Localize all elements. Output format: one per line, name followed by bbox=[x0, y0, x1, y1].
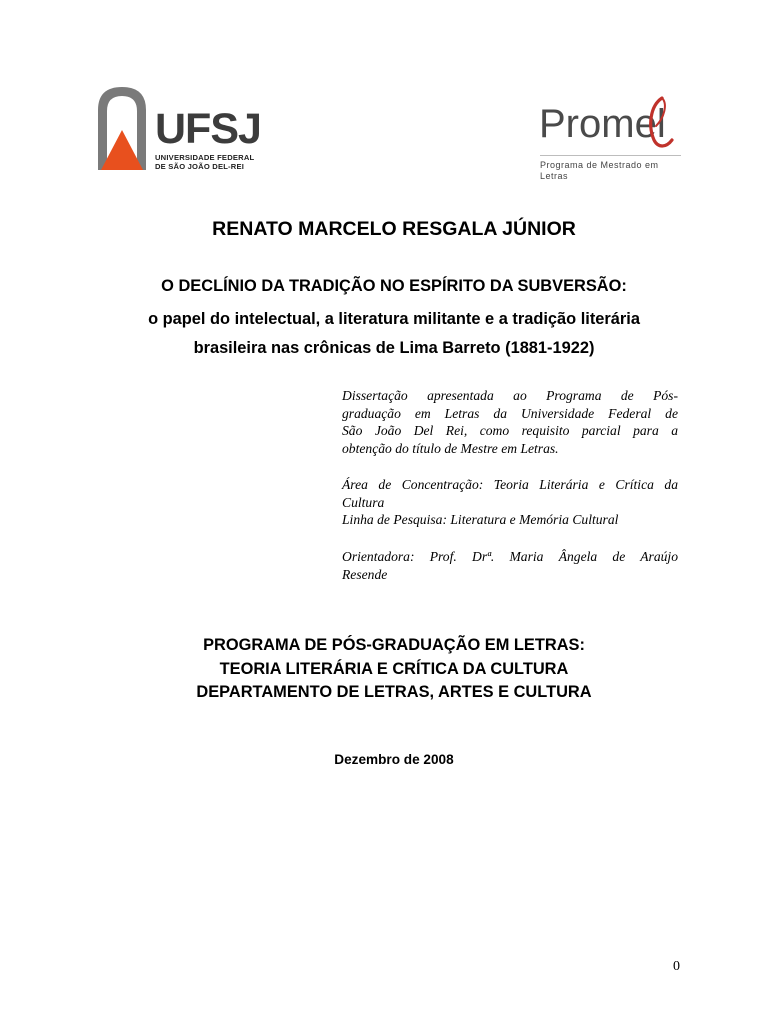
ufsj-emblem-icon bbox=[97, 86, 147, 174]
note-line: Dissertação apresentada ao Programa de Pós- bbox=[342, 388, 678, 403]
ufsj-logo-subtitle: UNIVERSIDADE FEDERAL DE SÃO JOÃO DEL-REI bbox=[155, 153, 255, 171]
concentration-area bbox=[342, 476, 678, 529]
note-line: obtenção do título de Mestre em Letras. bbox=[342, 440, 559, 456]
dissertation-title: O DECLÍNIO DA TRADIÇÃO NO ESPÍRITO DA SUBVERSÃO: bbox=[161, 277, 627, 295]
promel-divider bbox=[540, 155, 681, 156]
note-line: São João Del Rei, como requisito parcial para a bbox=[342, 423, 678, 438]
ufsj-logo bbox=[97, 86, 261, 176]
program-line: TEORIA LITERÁRIA E CRÍTICA DA CULTURA bbox=[219, 659, 569, 678]
dissertation-note bbox=[342, 387, 678, 457]
advisor-line: Resende bbox=[342, 566, 388, 582]
research-line: Linha de Pesquisa: Literatura e Memória Cultural bbox=[342, 512, 619, 527]
subtitle-line: brasileira nas crônicas de Lima Barreto (1881-1922) bbox=[193, 339, 595, 357]
program-heading bbox=[0, 634, 768, 705]
dissertation-subtitle bbox=[0, 305, 768, 363]
author-name: RENATO MARCELO RESGALA JÚNIOR bbox=[212, 218, 576, 240]
ufsj-logo-wordmark: UFSJ bbox=[155, 105, 261, 153]
note-line: graduação em Letras da Universidade Federal de bbox=[342, 405, 678, 421]
area-line: Cultura bbox=[342, 494, 385, 510]
promel-logo bbox=[536, 96, 686, 181]
subtitle-line: o papel do intelectual, a literatura militante e a tradição literária bbox=[148, 310, 640, 328]
program-line: DEPARTAMENTO DE LETRAS, ARTES E CULTURA bbox=[196, 683, 592, 701]
advisor-line: Orientadora: Prof. Drª. Maria Ângela de Araújo bbox=[342, 549, 678, 564]
program-line: PROGRAMA DE PÓS-GRADUAÇÃO EM LETRAS: bbox=[203, 636, 585, 654]
promel-logo-wordmark: Promel bbox=[539, 102, 666, 146]
area-line: Área de Concentração: Teoria Literária e Crítica da bbox=[342, 477, 678, 492]
promel-swash-icon bbox=[640, 96, 680, 156]
submission-date: Dezembro de 2008 bbox=[334, 752, 454, 767]
page-number: 0 bbox=[673, 959, 680, 974]
promel-logo-subtitle: Programa de Mestrado em Letras bbox=[540, 160, 659, 181]
advisor-note bbox=[342, 548, 678, 583]
